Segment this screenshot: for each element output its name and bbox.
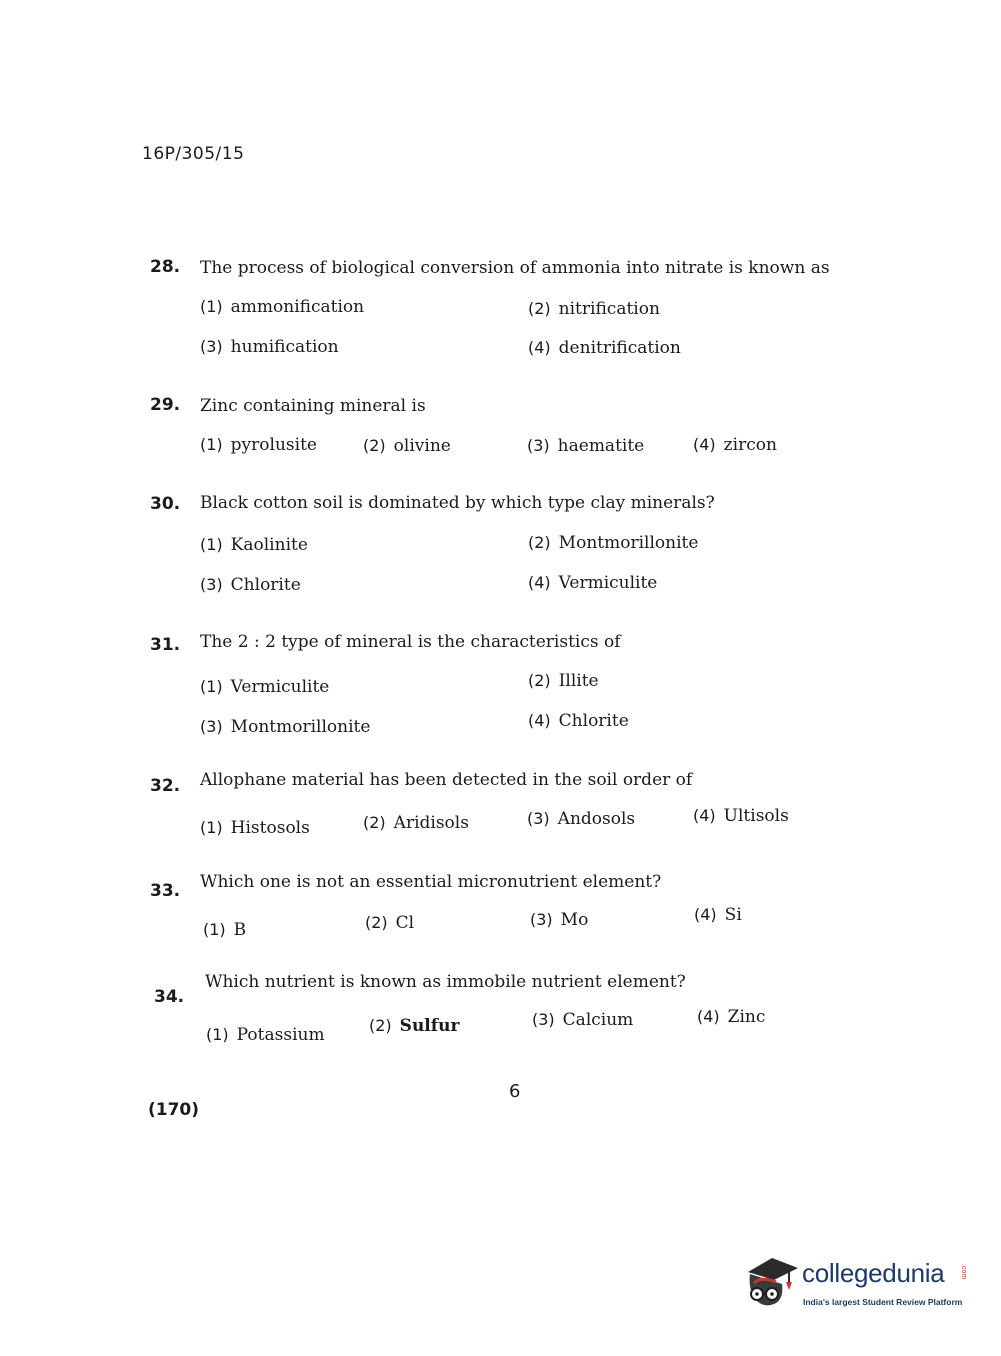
- question-number: 31.: [150, 635, 181, 655]
- question-text: Which nutrient is known as immobile nutrient element?: [205, 972, 686, 992]
- question-text: Black cotton soil is dominated by which type clay minerals?: [200, 493, 715, 513]
- option: (4) Vermiculite: [528, 573, 658, 593]
- page-number: 6: [509, 1081, 521, 1102]
- collegedunia-watermark: [742, 1250, 972, 1320]
- option: (2) Montmorillonite: [528, 533, 699, 553]
- question-text: The 2 : 2 type of mineral is the characteristics of: [200, 632, 621, 652]
- question-number: 34.: [154, 987, 185, 1007]
- option: (4) denitrification: [528, 338, 681, 358]
- question-text: Allophane material has been detected in the soil order of: [200, 770, 693, 790]
- option: (3) Andosols: [527, 809, 636, 829]
- option: (4) Ultisols: [693, 806, 789, 826]
- question-text: The process of biological conversion of ammonia into nitrate is known as: [200, 258, 830, 278]
- option: (2) Aridisols: [363, 813, 469, 833]
- brand-domain: .com: [960, 1264, 967, 1280]
- option: (1) pyrolusite: [200, 435, 317, 455]
- option: (4) zircon: [693, 435, 777, 455]
- option: (3) haematite: [527, 436, 645, 456]
- option: (4) Si: [694, 905, 742, 925]
- question-number: 28.: [150, 257, 181, 277]
- option: (1) Potassium: [206, 1025, 325, 1045]
- option: (3) Chlorite: [200, 575, 301, 595]
- option: (2) nitrification: [528, 299, 660, 319]
- paper-code: 16P/305/15: [142, 144, 245, 164]
- brand-name: collegedunia: [802, 1258, 945, 1288]
- question-number: 32.: [150, 776, 181, 796]
- question-number: 30.: [150, 494, 181, 514]
- option: (1) Histosols: [200, 818, 310, 838]
- option: (1) Kaolinite: [200, 535, 308, 555]
- brand-tagline: India's largest Student Review Platform: [803, 1297, 963, 1307]
- option: (1) ammonification: [200, 297, 365, 317]
- option: (3) humification: [200, 337, 339, 357]
- option: (2) Cl: [365, 913, 415, 933]
- question-text: Which one is not an essential micronutrient element?: [200, 872, 662, 892]
- option: (3) Montmorillonite: [200, 717, 371, 737]
- option: (2) Sulfur: [369, 1016, 460, 1036]
- option: (3) Mo: [530, 910, 589, 930]
- option: (2) Illite: [528, 671, 599, 691]
- footer-code: (170): [148, 1100, 200, 1120]
- question-text: Zinc containing mineral is: [200, 396, 426, 416]
- option: (2) olivine: [363, 436, 451, 456]
- option: (4) Chlorite: [528, 711, 629, 731]
- mascot-logo-icon: [742, 1250, 802, 1312]
- option: (3) Calcium: [532, 1010, 634, 1030]
- option: (4) Zinc: [697, 1007, 766, 1027]
- question-number: 33.: [150, 881, 181, 901]
- option: (1) Vermiculite: [200, 677, 330, 697]
- option: (1) B: [203, 920, 247, 940]
- question-number: 29.: [150, 395, 181, 415]
